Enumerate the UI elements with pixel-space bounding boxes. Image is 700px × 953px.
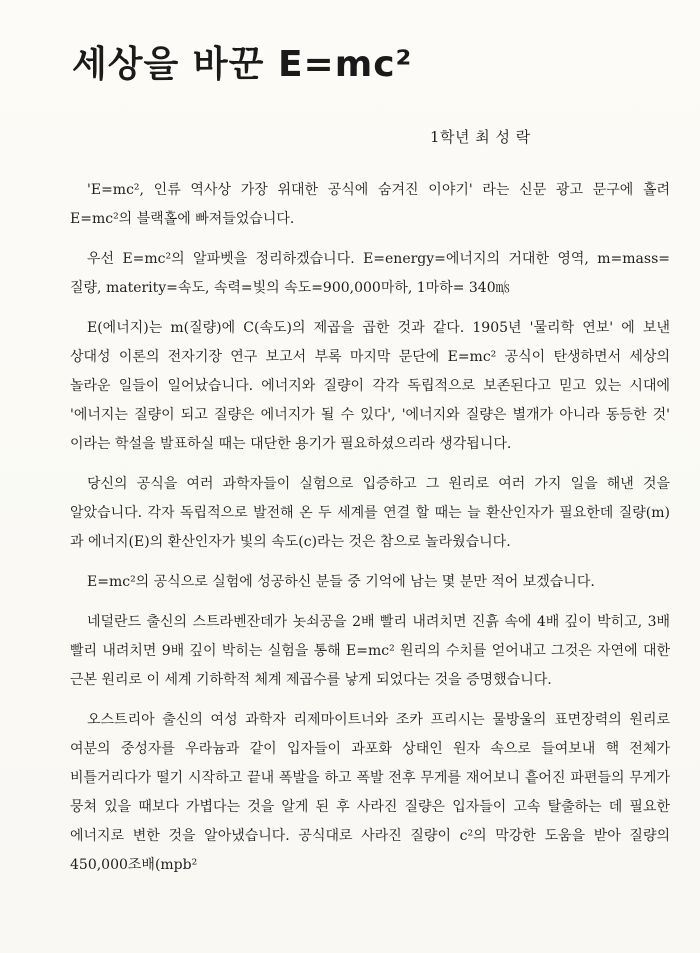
page-title: 세상을 바꾼 E=mc² (72, 44, 413, 85)
paragraph-6: 네덜란드 출신의 스트라벤잔데가 놋쇠공을 2배 빨리 내려치면 진흙 속에 4배 깊이 박히고, 3배 빨리 내려치면 9배 깊이 박히는 실험을 통해 E=mc² 원리의 수치를 얻어내고 그것은 자연에 대한 근본 원리로 이 세계 기하학적 체계 제곱수를 낳게 되었다는 것을 증명했습니다. (70, 614, 670, 688)
paragraph-5: E=mc²의 공식으로 실험에 성공하신 분들 중 기억에 남는 몇 분만 적어 보겠습니다. (87, 574, 595, 590)
paragraph-3: E(에너지)는 m(질량)에 C(속도)의 제곱을 곱한 것과 같다. 1905년 '물리학 연보' 에 보낸 상대성 이론의 전자기장 연구 보고서 부록 마지막 문단에 E=mc² 공식이 탄생하면서 세상의 놀라운 일들이 일어났습니다. 에너지와 질량이 각각 독립적으로 보존된다고 믿고 있는 시대에 '에너지는 질량이 되고 질량은 에너지가 될 수 있다', '에너지와 질량은 별개가 아니라 동등한 것' 이라는 학설을 발표하실 때는 대단한 용기가 필요하셨으리라 생각됩니다. (70, 320, 670, 452)
author-byline: 1학년 최 성 락 (430, 128, 531, 146)
paragraph-4: 당신의 공식을 여러 과학자들이 실험으로 입증하고 그 원리로 여러 가지 일을 해낸 것을 알았습니다. 각자 독립적으로 발전해 온 두 세계를 연결 할 때는 늘 환산인자가 필요한데 질량(m)과 에너지(E)의 환산인자가 빛의 속도(c)라는 것은 참으로 놀라웠습니다. (70, 476, 670, 550)
essay-body (70, 176, 670, 891)
paragraph-7: 오스트리아 출신의 여성 과학자 리제마이트너와 조카 프리시는 물방울의 표면장력의 원리로 여분의 중성자를 우라늄과 같이 입자들이 과포화 상태인 원자 속으로 들여보내 핵 전체가 비틀거리다가 떨기 시작하고 끝내 폭발을 하고 폭발 전후 무게를 재어보니 흩어진 파편들의 무게가 뭉쳐 있을 때보다 가볍다는 것을 알게 된 후 사라진 질량은 입자들이 고속 탈출하는 데 필요한 에너지로 변한 것을 알아냈습니다. 공식대로 사라진 질량이 c²의 막강한 도움을 받아 질량의 450,000조배(mpb² (70, 712, 670, 873)
paragraph-1: 'E=mc², 인류 역사상 가장 위대한 공식에 숨겨진 이야기' 라는 신문 광고 문구에 홀려 E=mc²의 블랙홀에 빠져들었습니다. (70, 182, 670, 227)
paragraph-2: 우선 E=mc²의 알파벳을 정리하겠습니다. E=energy=에너지의 거대한 영역, m=mass=질량, materity=속도, 속력=빛의 속도=900,000마하, 1마하= 340㎧ (70, 251, 670, 296)
